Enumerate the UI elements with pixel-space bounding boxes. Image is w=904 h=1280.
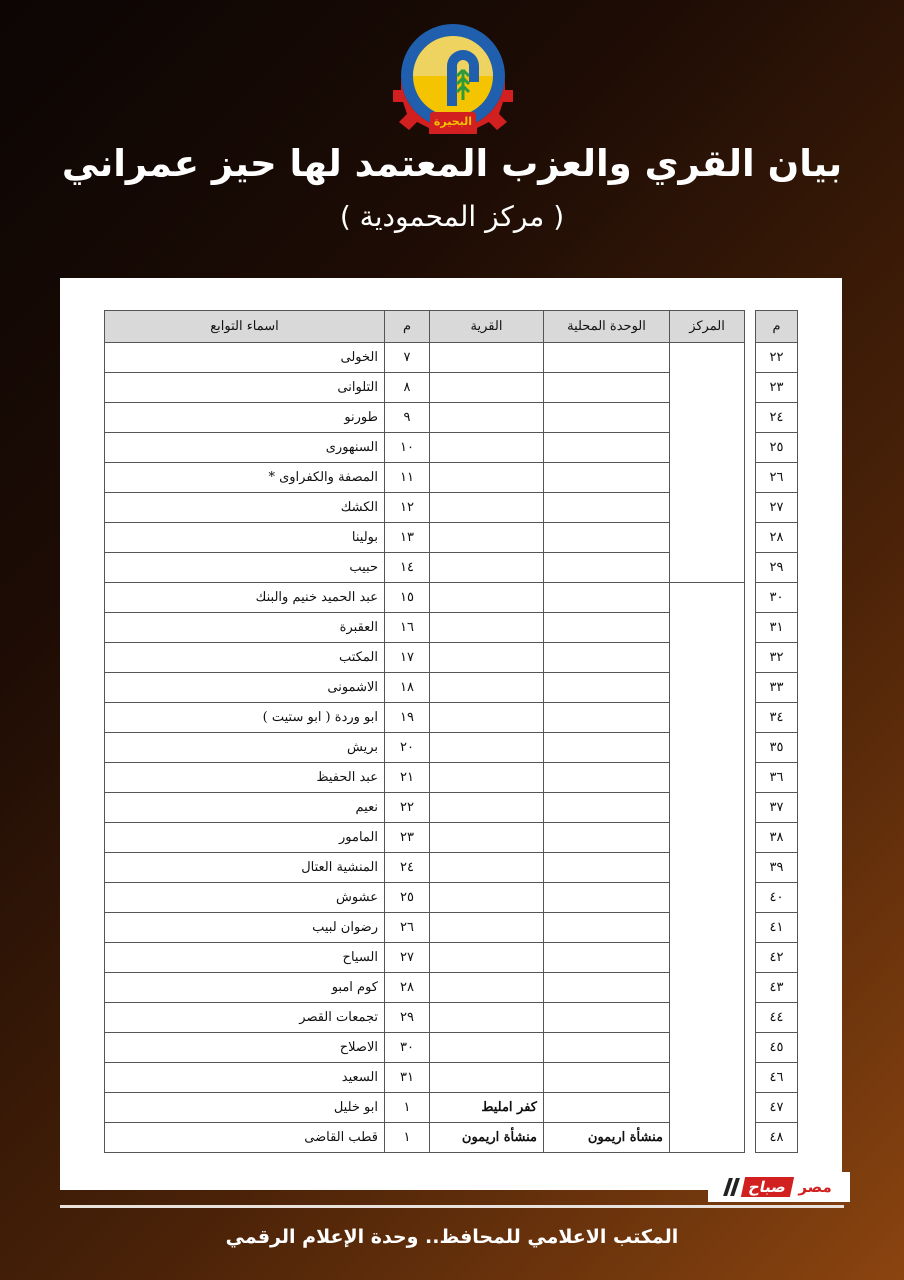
- wahda-cell: [544, 493, 670, 523]
- markaz-cell: [670, 1093, 745, 1123]
- wahda-cell: [544, 1093, 670, 1123]
- sub-number: ١٣: [385, 523, 430, 553]
- wahda-cell: [544, 433, 670, 463]
- watermark-logo: [708, 1172, 850, 1202]
- wahda-cell: [544, 763, 670, 793]
- qarya-cell: [430, 493, 544, 523]
- sub-number: ١٦: [385, 613, 430, 643]
- table-row: [105, 733, 798, 763]
- qarya-cell: [430, 403, 544, 433]
- table-row: [105, 763, 798, 793]
- column-gap: [745, 311, 756, 343]
- qarya-cell: [430, 553, 544, 583]
- tabe-name: قطب القاضى: [105, 1123, 385, 1153]
- sub-number: ٢٢: [385, 793, 430, 823]
- qarya-cell: [430, 823, 544, 853]
- table-row: [105, 1063, 798, 1093]
- column-gap: [745, 883, 756, 913]
- markaz-cell: [670, 793, 745, 823]
- row-number: ٣٧: [756, 793, 798, 823]
- page-title: بيان القري والعزب المعتمد لها حيز عمراني: [61, 142, 843, 185]
- wahda-cell: [544, 673, 670, 703]
- wahda-cell: [544, 973, 670, 1003]
- column-gap: [745, 463, 756, 493]
- table-row: [105, 1123, 798, 1153]
- sub-number: ٢٥: [385, 883, 430, 913]
- tabe-name: نعيم: [105, 793, 385, 823]
- markaz-cell: [670, 433, 745, 463]
- tabe-name: تجمعات القصر: [105, 1003, 385, 1033]
- row-number: ٤٢: [756, 943, 798, 973]
- tabe-name: السنهورى: [105, 433, 385, 463]
- row-number: ٤٠: [756, 883, 798, 913]
- wahda-cell: [544, 1063, 670, 1093]
- markaz-cell: [670, 733, 745, 763]
- table-row: [105, 643, 798, 673]
- qarya-cell: [430, 793, 544, 823]
- tabe-name: المصفة والكفراوى *: [105, 463, 385, 493]
- qarya-cell: [430, 583, 544, 613]
- row-number: ٢٨: [756, 523, 798, 553]
- sub-number: ٢٦: [385, 913, 430, 943]
- qarya-cell: [430, 373, 544, 403]
- qarya-cell: [430, 703, 544, 733]
- table-row: [105, 1033, 798, 1063]
- row-number: ٣٩: [756, 853, 798, 883]
- table-row: [105, 403, 798, 433]
- wahda-cell: [544, 523, 670, 553]
- row-number: ٤٤: [756, 1003, 798, 1033]
- markaz-cell: [670, 763, 745, 793]
- header-m2: م: [385, 311, 430, 343]
- sub-number: ١: [385, 1123, 430, 1153]
- table-row: [105, 613, 798, 643]
- markaz-cell: [670, 883, 745, 913]
- sub-number: ٧: [385, 343, 430, 373]
- sub-number: ١٤: [385, 553, 430, 583]
- column-gap: [745, 1123, 756, 1153]
- row-number: ٤٦: [756, 1063, 798, 1093]
- qarya-cell: [430, 613, 544, 643]
- table-row: [105, 913, 798, 943]
- sub-number: ١١: [385, 463, 430, 493]
- tabe-name: كوم امبو: [105, 973, 385, 1003]
- qarya-cell: كفر امليط: [430, 1093, 544, 1123]
- header-qarya: القرية: [430, 311, 544, 343]
- markaz-cell: [670, 493, 745, 523]
- markaz-cell: [670, 463, 745, 493]
- tabe-name: طورنو: [105, 403, 385, 433]
- column-gap: [745, 583, 756, 613]
- row-number: ٣٨: [756, 823, 798, 853]
- table-row: [105, 943, 798, 973]
- table-row: [105, 793, 798, 823]
- qarya-cell: [430, 1033, 544, 1063]
- row-number: ٣٣: [756, 673, 798, 703]
- column-gap: [745, 853, 756, 883]
- tabe-name: رضوان لبيب: [105, 913, 385, 943]
- tabe-name: عبد الحميد خنيم والبنك: [105, 583, 385, 613]
- column-gap: [745, 373, 756, 403]
- tabe-name: السياح: [105, 943, 385, 973]
- sub-number: ٢٠: [385, 733, 430, 763]
- qarya-cell: [430, 673, 544, 703]
- row-number: ٣٤: [756, 703, 798, 733]
- tabe-name: المكتب: [105, 643, 385, 673]
- tabe-name: الكشك: [105, 493, 385, 523]
- qarya-cell: [430, 853, 544, 883]
- column-gap: [745, 823, 756, 853]
- markaz-cell: [670, 1123, 745, 1153]
- row-number: ٣٥: [756, 733, 798, 763]
- row-number: ٤٣: [756, 973, 798, 1003]
- row-number: ٣١: [756, 613, 798, 643]
- markaz-cell: [670, 523, 745, 553]
- wahda-cell: [544, 853, 670, 883]
- column-gap: [745, 343, 756, 373]
- qarya-cell: [430, 343, 544, 373]
- wahda-cell: [544, 613, 670, 643]
- row-number: ٤٨: [756, 1123, 798, 1153]
- row-number: ٢٢: [756, 343, 798, 373]
- wahda-cell: [544, 703, 670, 733]
- qarya-cell: [430, 913, 544, 943]
- qarya-cell: [430, 943, 544, 973]
- tabe-name: حبيب: [105, 553, 385, 583]
- row-number: ٤١: [756, 913, 798, 943]
- wahda-cell: [544, 823, 670, 853]
- table-row: [105, 853, 798, 883]
- table-row: [105, 553, 798, 583]
- row-number: ٤٧: [756, 1093, 798, 1123]
- row-number: ٢٩: [756, 553, 798, 583]
- tabe-name: بولينا: [105, 523, 385, 553]
- footer-divider: [60, 1205, 844, 1208]
- table-row: [105, 673, 798, 703]
- column-gap: [745, 1003, 756, 1033]
- header-tawabe: اسماء التوابع: [105, 311, 385, 343]
- tabe-name: السعيد: [105, 1063, 385, 1093]
- tabe-name: ابو خليل: [105, 1093, 385, 1123]
- column-gap: [745, 673, 756, 703]
- sub-number: ٩: [385, 403, 430, 433]
- sub-number: ٨: [385, 373, 430, 403]
- watermark-bars-icon: [726, 1178, 737, 1196]
- tabe-name: الاشمونى: [105, 673, 385, 703]
- qarya-cell: [430, 1003, 544, 1033]
- markaz-cell: [670, 973, 745, 1003]
- row-number: ٢٥: [756, 433, 798, 463]
- sub-number: ٢٨: [385, 973, 430, 1003]
- watermark-part2: مصر: [798, 1178, 832, 1196]
- wahda-cell: منشأة اريمون: [544, 1123, 670, 1153]
- qarya-cell: [430, 643, 544, 673]
- markaz-cell: [670, 343, 745, 373]
- tabe-name: ابو وردة ( ابو ستيت ): [105, 703, 385, 733]
- wahda-cell: [544, 553, 670, 583]
- column-gap: [745, 973, 756, 1003]
- wahda-cell: [544, 463, 670, 493]
- markaz-cell: [670, 1063, 745, 1093]
- column-gap: [745, 493, 756, 523]
- sub-number: ٣٠: [385, 1033, 430, 1063]
- markaz-cell: [670, 913, 745, 943]
- header-markaz: المركز: [670, 311, 745, 343]
- wahda-cell: [544, 373, 670, 403]
- sub-number: ١٨: [385, 673, 430, 703]
- logo-text: البحيرة: [433, 115, 473, 128]
- markaz-cell: [670, 943, 745, 973]
- sub-number: ١٧: [385, 643, 430, 673]
- sub-number: ١٩: [385, 703, 430, 733]
- markaz-cell: [670, 703, 745, 733]
- column-gap: [745, 943, 756, 973]
- tabe-name: المنشية العتال: [105, 853, 385, 883]
- column-gap: [745, 613, 756, 643]
- markaz-cell: [670, 673, 745, 703]
- wahda-cell: [544, 1003, 670, 1033]
- sub-number: ١٠: [385, 433, 430, 463]
- column-gap: [745, 403, 756, 433]
- table-row: [105, 1003, 798, 1033]
- wahda-cell: [544, 733, 670, 763]
- qarya-cell: منشأة اريمون: [430, 1123, 544, 1153]
- markaz-cell: [670, 613, 745, 643]
- markaz-cell: [670, 583, 745, 613]
- table-row: [105, 583, 798, 613]
- wahda-cell: [544, 1033, 670, 1063]
- sub-number: ٣١: [385, 1063, 430, 1093]
- markaz-cell: [670, 643, 745, 673]
- qarya-cell: [430, 433, 544, 463]
- row-number: ٣٢: [756, 643, 798, 673]
- column-gap: [745, 643, 756, 673]
- table-row: [105, 823, 798, 853]
- tabe-name: المامور: [105, 823, 385, 853]
- sub-number: ١٥: [385, 583, 430, 613]
- sub-number: ٢٤: [385, 853, 430, 883]
- markaz-cell: [670, 373, 745, 403]
- table-row: [105, 343, 798, 373]
- column-gap: [745, 1033, 756, 1063]
- wahda-cell: [544, 943, 670, 973]
- header-m1: م: [756, 311, 798, 343]
- wahda-cell: [544, 913, 670, 943]
- row-number: ٢٣: [756, 373, 798, 403]
- table-row: [105, 523, 798, 553]
- row-number: ٤٥: [756, 1033, 798, 1063]
- tabe-name: التلوانى: [105, 373, 385, 403]
- column-gap: [745, 523, 756, 553]
- wahda-cell: [544, 403, 670, 433]
- tabe-name: عشوش: [105, 883, 385, 913]
- markaz-cell: [670, 553, 745, 583]
- table-row: [105, 463, 798, 493]
- wahda-cell: [544, 583, 670, 613]
- column-gap: [745, 793, 756, 823]
- sub-number: ٢١: [385, 763, 430, 793]
- column-gap: [745, 913, 756, 943]
- qarya-cell: [430, 973, 544, 1003]
- governorate-logo: [392, 16, 514, 134]
- qarya-cell: [430, 463, 544, 493]
- villages-table: [104, 310, 798, 1153]
- footer-text: المكتب الاعلامي للمحافظ.. وحدة الإعلام الرقمي: [225, 1226, 679, 1248]
- sub-number: ٢٩: [385, 1003, 430, 1033]
- wahda-cell: [544, 883, 670, 913]
- wahda-cell: [544, 643, 670, 673]
- tabe-name: عبد الحفيظ: [105, 763, 385, 793]
- table-row: [105, 973, 798, 1003]
- watermark-part1: صباح: [741, 1177, 794, 1197]
- page-subtitle: ( مركز المحمودية ): [339, 200, 565, 233]
- table-row: [105, 493, 798, 523]
- row-number: ٢٧: [756, 493, 798, 523]
- qarya-cell: [430, 763, 544, 793]
- tabe-name: بريش: [105, 733, 385, 763]
- table-row: [105, 373, 798, 403]
- tabe-name: الاصلاح: [105, 1033, 385, 1063]
- qarya-cell: [430, 883, 544, 913]
- table-row: [105, 1093, 798, 1123]
- markaz-cell: [670, 823, 745, 853]
- markaz-cell: [670, 1033, 745, 1063]
- column-gap: [745, 433, 756, 463]
- table-row: [105, 883, 798, 913]
- row-number: ٣٦: [756, 763, 798, 793]
- table-row: [105, 703, 798, 733]
- column-gap: [745, 733, 756, 763]
- wahda-cell: [544, 793, 670, 823]
- tabe-name: الخولى: [105, 343, 385, 373]
- markaz-cell: [670, 853, 745, 883]
- column-gap: [745, 553, 756, 583]
- column-gap: [745, 1063, 756, 1093]
- sub-number: ١٢: [385, 493, 430, 523]
- markaz-cell: [670, 1003, 745, 1033]
- sub-number: ١: [385, 1093, 430, 1123]
- header-wahda: الوحدة المحلية: [544, 311, 670, 343]
- table-row: [105, 433, 798, 463]
- tabe-name: العقبرة: [105, 613, 385, 643]
- qarya-cell: [430, 733, 544, 763]
- row-number: ٢٤: [756, 403, 798, 433]
- column-gap: [745, 763, 756, 793]
- row-number: ٢٦: [756, 463, 798, 493]
- row-number: ٣٠: [756, 583, 798, 613]
- sub-number: ٢٣: [385, 823, 430, 853]
- column-gap: [745, 703, 756, 733]
- markaz-cell: [670, 403, 745, 433]
- qarya-cell: [430, 1063, 544, 1093]
- sub-number: ٢٧: [385, 943, 430, 973]
- column-gap: [745, 1093, 756, 1123]
- table-header-row: [105, 311, 798, 343]
- qarya-cell: [430, 523, 544, 553]
- wahda-cell: [544, 343, 670, 373]
